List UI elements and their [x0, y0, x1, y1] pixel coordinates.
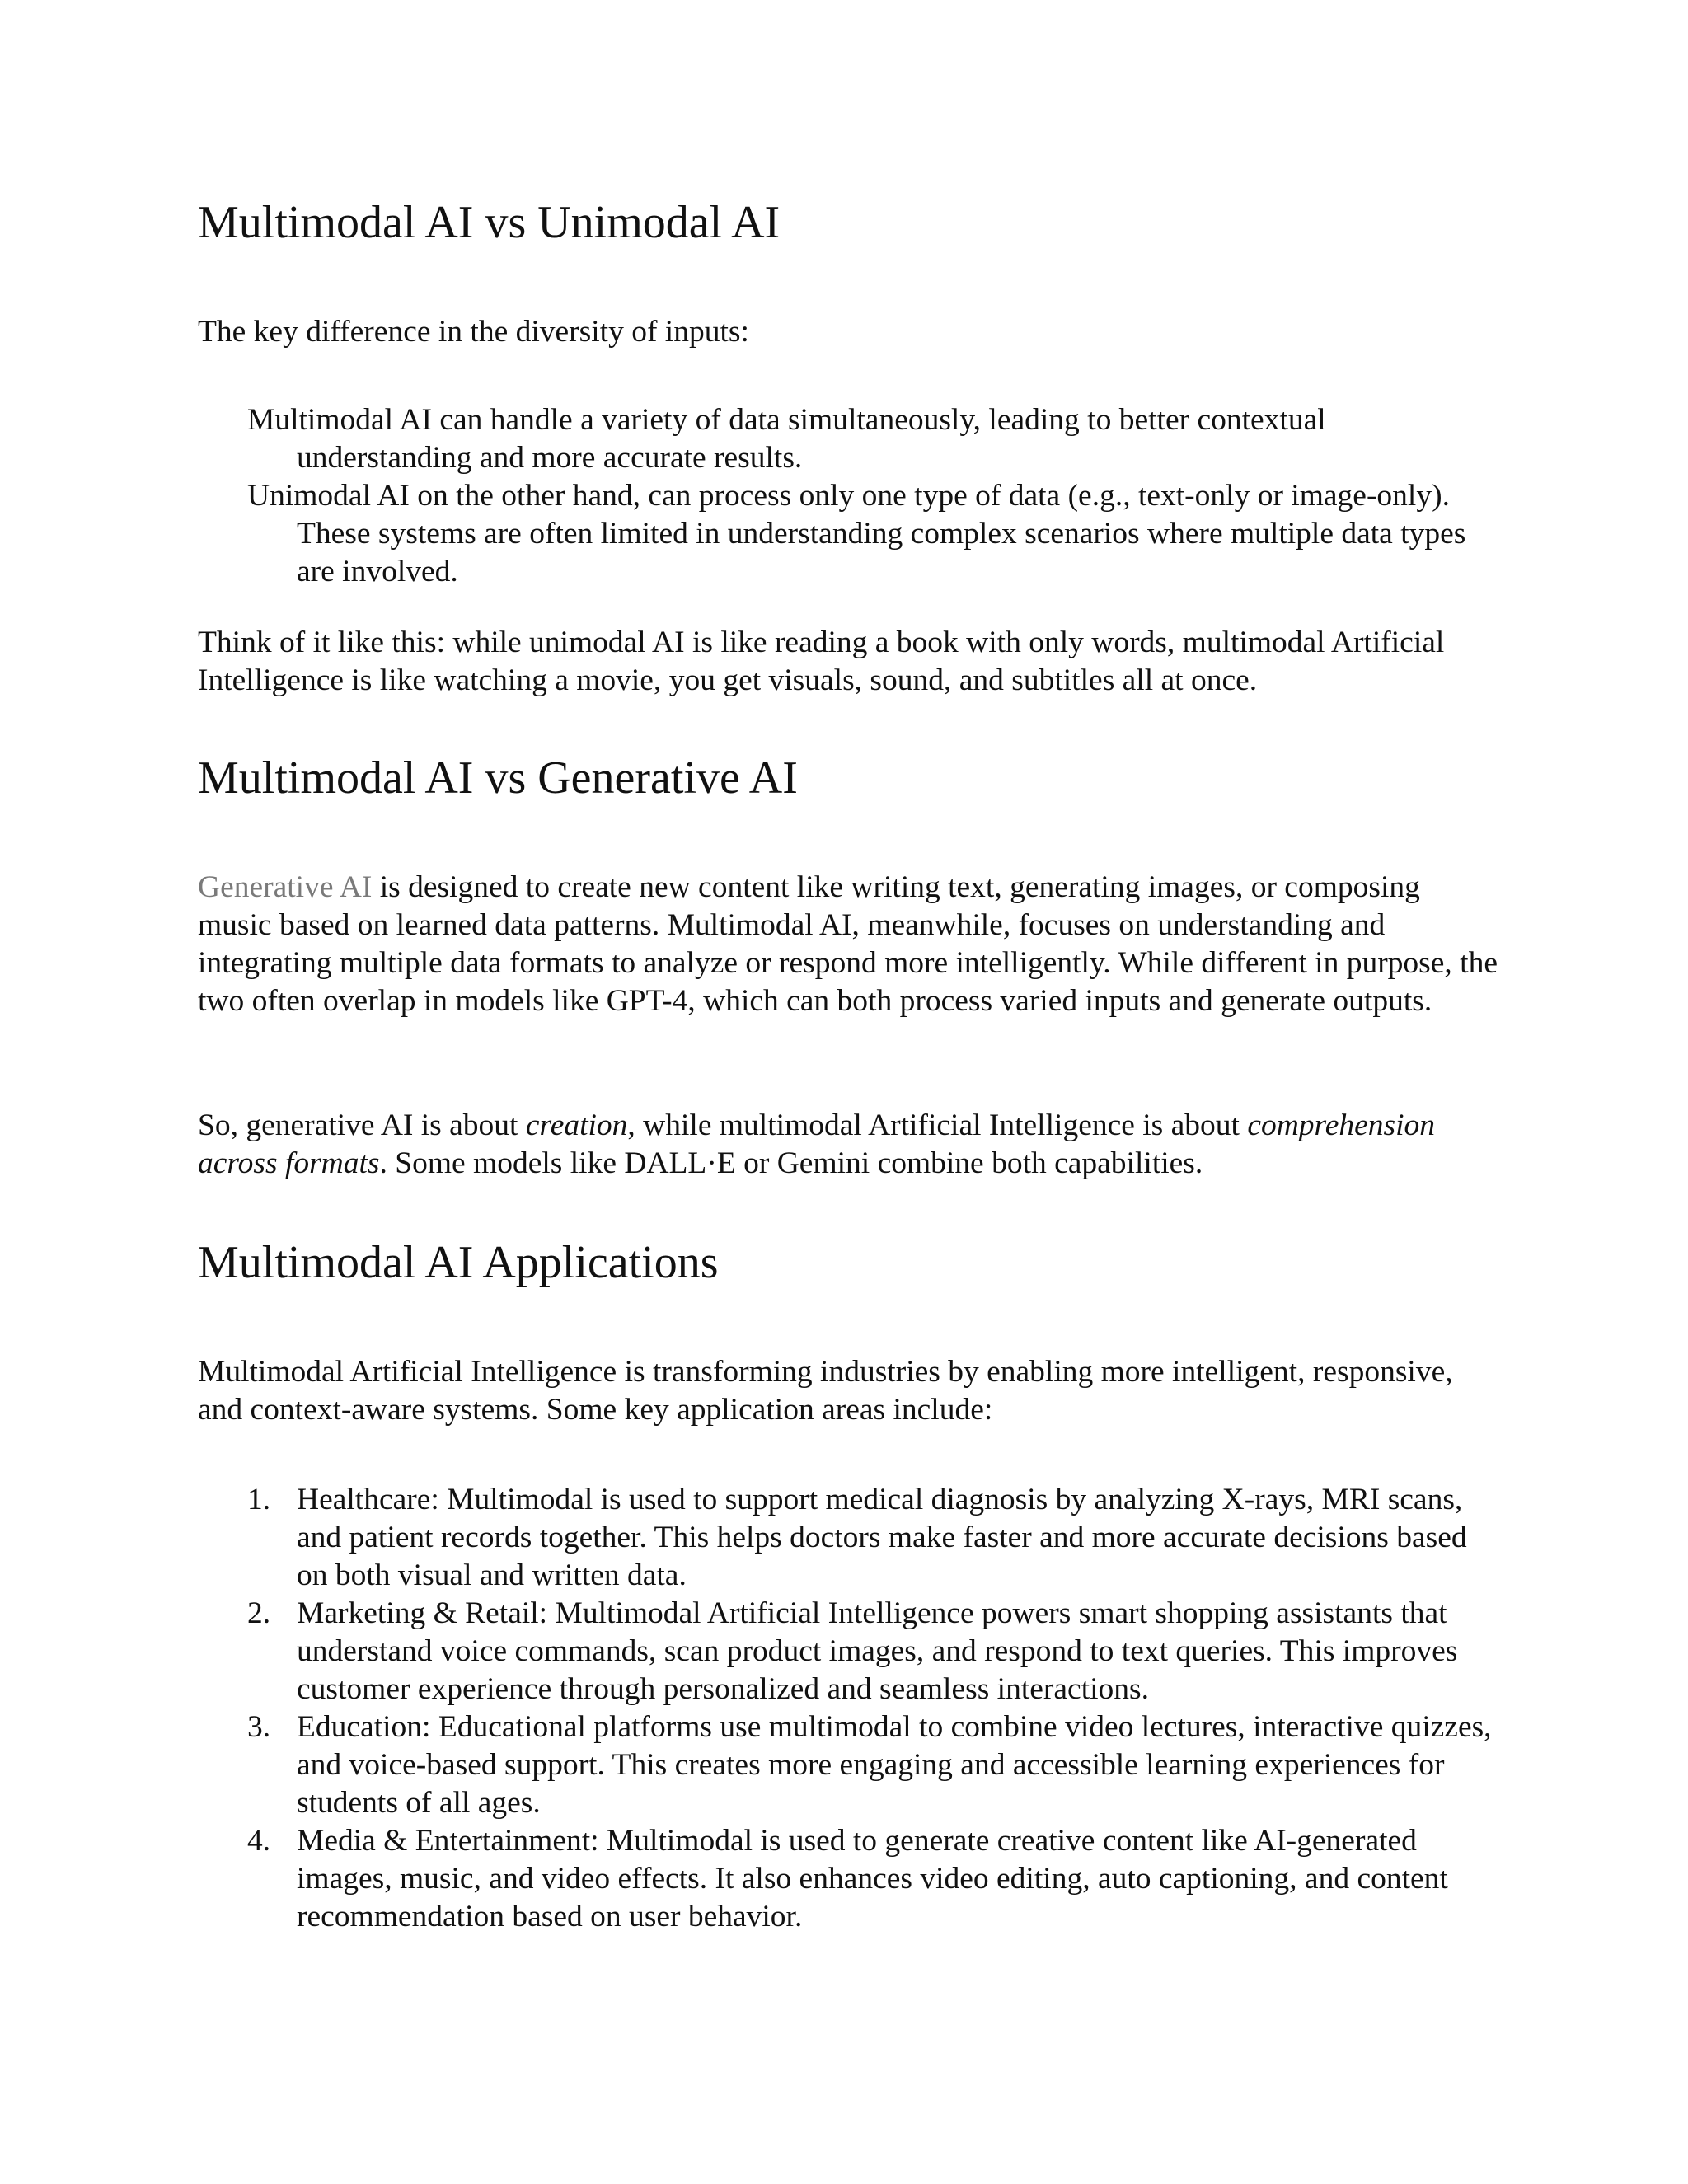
list-number: 2.: [247, 1596, 271, 1630]
applications-list: [247, 1481, 1500, 1936]
bullet-multimodal: Multimodal AI can handle a variety of data simultaneously, leading to better contextual understanding and more accurate results.: [247, 403, 1326, 475]
para2-part-b: , while multimodal Artificial Intelligence is about: [627, 1108, 1248, 1142]
heading-multimodal-vs-unimodal: Multimodal AI vs Unimodal AI: [198, 197, 781, 248]
section2-para1: [198, 869, 1500, 1020]
application-item-healthcare: [247, 1481, 1500, 1595]
para2-part-c: . Some models like DALL·E or Gemini combine both capabilities.: [379, 1146, 1203, 1180]
heading-multimodal-applications: Multimodal AI Applications: [198, 1237, 719, 1288]
section1-analogy: Think of it like this: while unimodal AI is like reading a book with only words, multimodal Artificial Intelligence is like watching a movie, you get visuals, sound, and subtitles all at once.: [198, 626, 1445, 697]
para2-emphasis-comprehension: comprehension across formats: [198, 1108, 1436, 1180]
list-number: 1.: [247, 1483, 271, 1516]
section3-intro: Multimodal Artificial Intelligence is transforming industries by enabling more intelligent, responsive, and context-aware systems. Some key application areas include:: [198, 1355, 1453, 1427]
section1-bullet-list: [247, 401, 1500, 591]
section1-intro: The key difference in the diversity of inputs:: [198, 315, 749, 349]
generative-ai-link[interactable]: Generative AI: [198, 870, 373, 904]
application-text: Media & Entertainment: Multimodal is used to generate creative content like AI-generated images, music, and video effects. It also enhances video editing, auto captioning, and content recommendation based on user behavior.: [297, 1824, 1448, 1933]
application-item-education: [247, 1708, 1500, 1822]
section2-para1-rest: is designed to create new content like writing text, generating images, or composing music based on learned data patterns. Multimodal AI, meanwhile, focuses on understanding and integrating multiple data formats to analyze or respond more intelligently. While different in purpose, the two often overlap in models like GPT-4, which can both process varied inputs and generate outputs.: [198, 870, 1498, 1018]
application-text: Education: Educational platforms use multimodal to combine video lectures, interactive quizzes, and voice-based support. This creates more engaging and accessible learning experiences for students of all ages.: [297, 1710, 1492, 1820]
section2-para2: [198, 1107, 1500, 1183]
application-text: Healthcare: Multimodal is used to support medical diagnosis by analyzing X-rays, MRI scans, and patient records together. This helps doctors make faster and more accurate decisions based on both visual and written data.: [297, 1483, 1467, 1592]
list-number: 4.: [247, 1824, 271, 1858]
application-item-media: [247, 1822, 1500, 1936]
heading-multimodal-vs-generative: Multimodal AI vs Generative AI: [198, 752, 798, 804]
para2-emphasis-creation: creation: [525, 1108, 628, 1142]
application-item-marketing: [247, 1595, 1500, 1708]
application-text: Marketing & Retail: Multimodal Artificial Intelligence powers smart shopping assistants that understand voice commands, scan product images, and respond to text queries. This improves customer experience through personalized and seamless interactions.: [297, 1596, 1458, 1706]
list-number: 3.: [247, 1710, 271, 1744]
bullet-unimodal: Unimodal AI on the other hand, can process only one type of data (e.g., text-only or image-only). These systems are often limited in understanding complex scenarios where multiple data types are involved.: [247, 479, 1466, 588]
para2-part-a: So, generative AI is about: [198, 1108, 526, 1142]
